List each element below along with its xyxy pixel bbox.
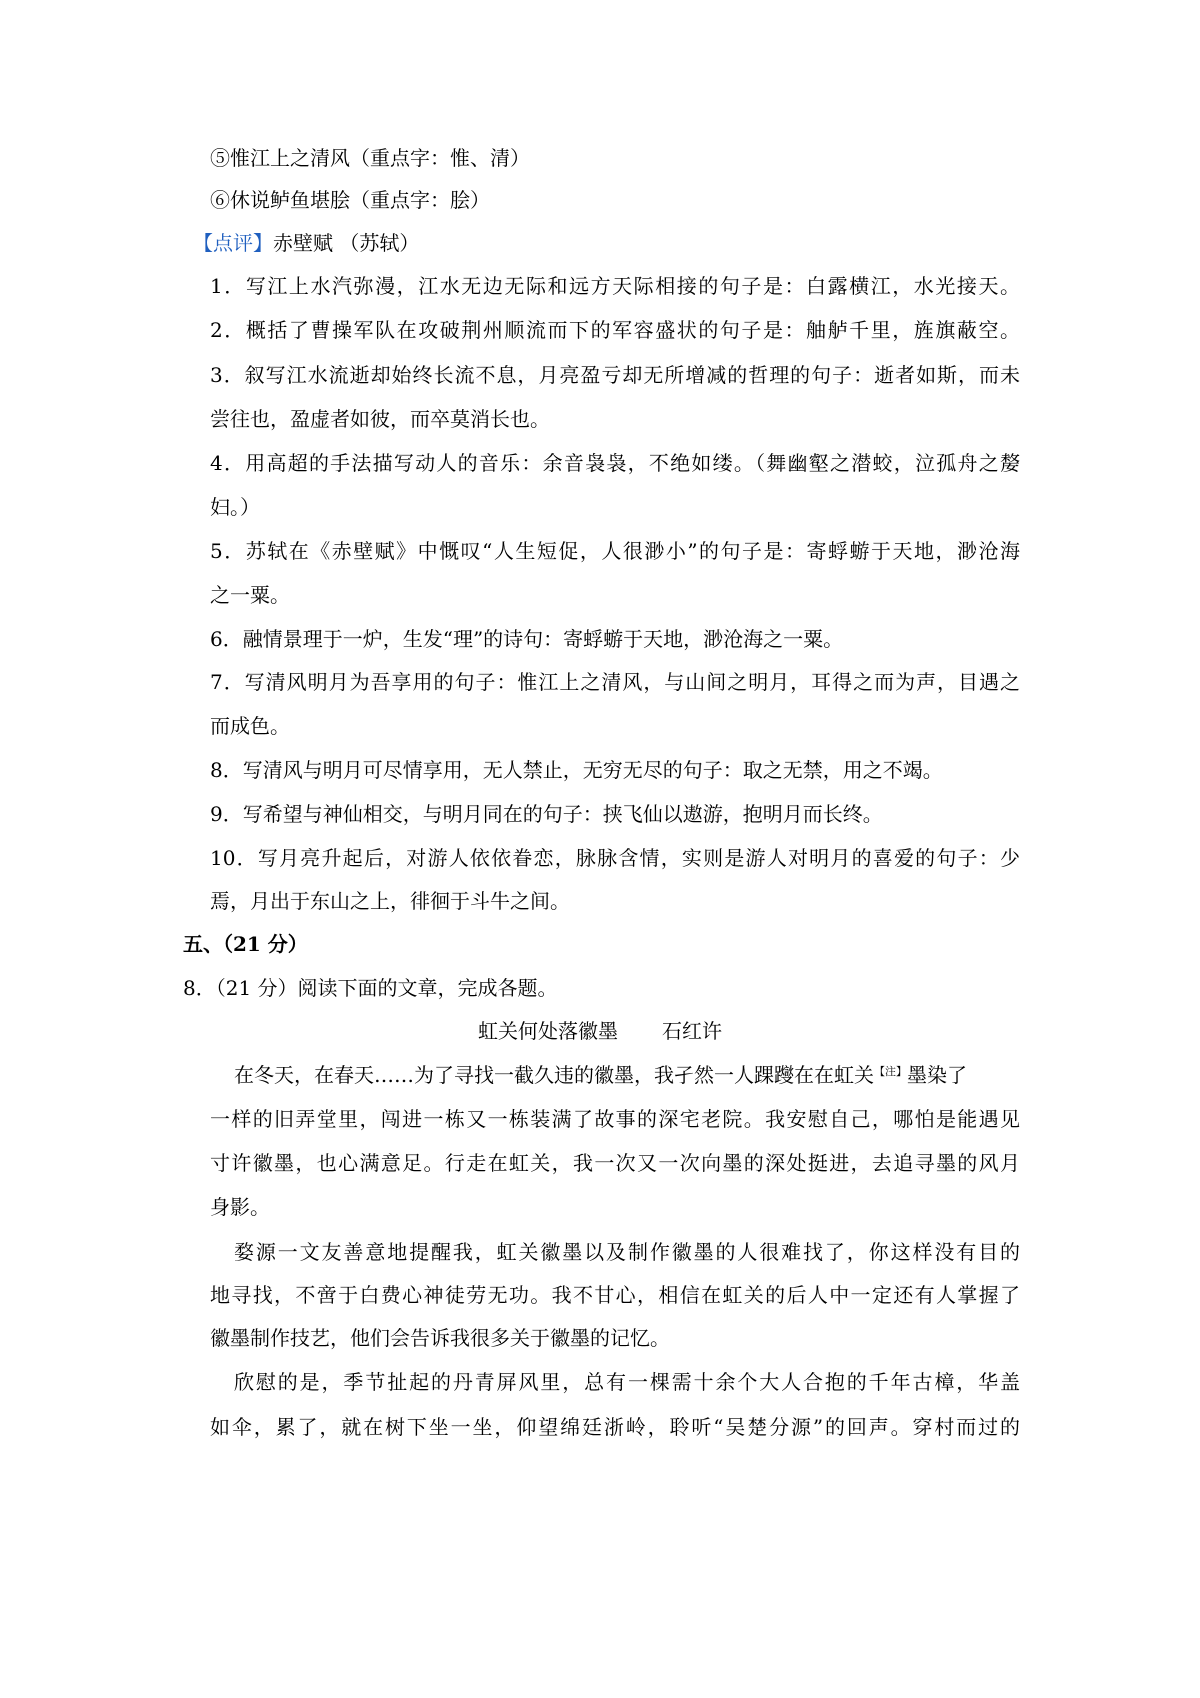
point-4-line-2: 妇。）	[210, 495, 260, 519]
point-3-line-1: 3．叙写江水流逝却始终长流不息，月亮盈亏却无所增减的哲理的句子：逝者如斯，而未	[210, 363, 1020, 387]
point-10-line-1: 10．写月亮升起后，对游人依依眷恋，脉脉含情，实则是游人对明月的喜爱的句子：少	[210, 846, 1020, 870]
point-5-line-1: 5．苏轼在《赤壁赋》中慨叹“人生短促，人很渺小”的句子是：寄蜉蝣于天地，渺沧海	[210, 539, 1020, 563]
para-1-line-4: 身影。	[210, 1195, 270, 1219]
point-5-line-2: 之一粟。	[210, 583, 290, 607]
point-9: 9．写希望与神仙相交，与明月同在的句子：挟飞仙以遨游，抱明月而长终。	[210, 802, 883, 826]
point-8: 8．写清风与明月可尽情享用，无人禁止，无穷无尽的句子：取之无禁，用之不竭。	[210, 758, 943, 782]
article-heading	[0, 1016, 1200, 1046]
point-3-line-2: 尝往也，盈虚者如彼，而卒莫消长也。	[210, 407, 550, 431]
point-1: 1．写江上水汽弥漫，江水无边无际和远方天际相接的句子是：白露横江，水光接天。	[210, 274, 1020, 298]
point-7-line-2: 而成色。	[210, 714, 290, 738]
para-1-text-b: 墨染了	[907, 1063, 967, 1087]
note-marker: 【注】	[874, 1065, 907, 1078]
para-1-line-3: 寸许徽墨，也心满意足。行走在虹关，我一次又一次向墨的深处挺进，去追寻墨的风月	[210, 1151, 1020, 1175]
article-title: 虹关何处落徽墨	[478, 1019, 618, 1043]
point-4-line-1: 4．用高超的手法描写动人的音乐：余音袅袅，不绝如缕。（舞幽壑之潜蛟，泣孤舟之嫠	[210, 451, 1020, 475]
para-1-line-1	[234, 1060, 967, 1090]
point-10-line-2: 焉，月出于东山之上，徘徊于斗牛之间。	[210, 889, 570, 913]
para-2-line-1: 婺源一文友善意地提醒我，虹关徽墨以及制作徽墨的人很难找了，你这样没有目的	[234, 1240, 1020, 1264]
para-3-line-1: 欣慰的是，季节扯起的丹青屏风里，总有一棵需十余个大人合抱的千年古樟，华盖	[234, 1370, 1020, 1394]
point-7-line-1: 7．写清风明月为吾享用的句子：惟江上之清风，与山间之明月，耳得之而为声，目遇之	[210, 670, 1020, 694]
para-1-line-2: 一样的旧弄堂里，闯进一栋又一栋装满了故事的深宅老院。我安慰自己，哪怕是能遇见	[210, 1107, 1020, 1131]
point-6: 6．融情景理于一炉，生发“理”的诗句：寄蜉蝣于天地，渺沧海之一粟。	[210, 627, 844, 651]
para-2-line-3: 徽墨制作技艺，他们会告诉我很多关于徽墨的记忆。	[210, 1326, 670, 1350]
para-3-line-2: 如伞，累了，就在树下坐一坐，仰望绵廷浙岭，聆听“吴楚分源”的回声。穿村而过的	[210, 1415, 1020, 1439]
section-heading: 五、（21 分）	[183, 932, 308, 956]
article-author: 石红许	[662, 1019, 722, 1043]
comment-tag: 【点评】	[193, 231, 273, 255]
comment-text: 赤壁赋 （苏轼）	[273, 231, 420, 255]
item-5: ⑤惟江上之清风（重点字：惟、清）	[210, 146, 530, 170]
para-1-text-a: 在冬天，在春天……为了寻找一截久违的徽墨，我孑然一人踝躞在在虹关	[234, 1063, 874, 1087]
item-6: ⑥休说鲈鱼堪脍（重点字：脍）	[210, 188, 490, 212]
point-2: 2．概括了曹操军队在攻破荆州顺流而下的军容盛状的句子是：舳舻千里，旌旗蔽空。	[210, 318, 1020, 342]
comment-line	[193, 228, 419, 258]
question-stem: 8．（21 分）阅读下面的文章，完成各题。	[183, 976, 558, 1000]
para-2-line-2: 地寻找，不啻于白费心神徒劳无功。我不甘心，相信在虹关的后人中一定还有人掌握了	[210, 1283, 1020, 1307]
